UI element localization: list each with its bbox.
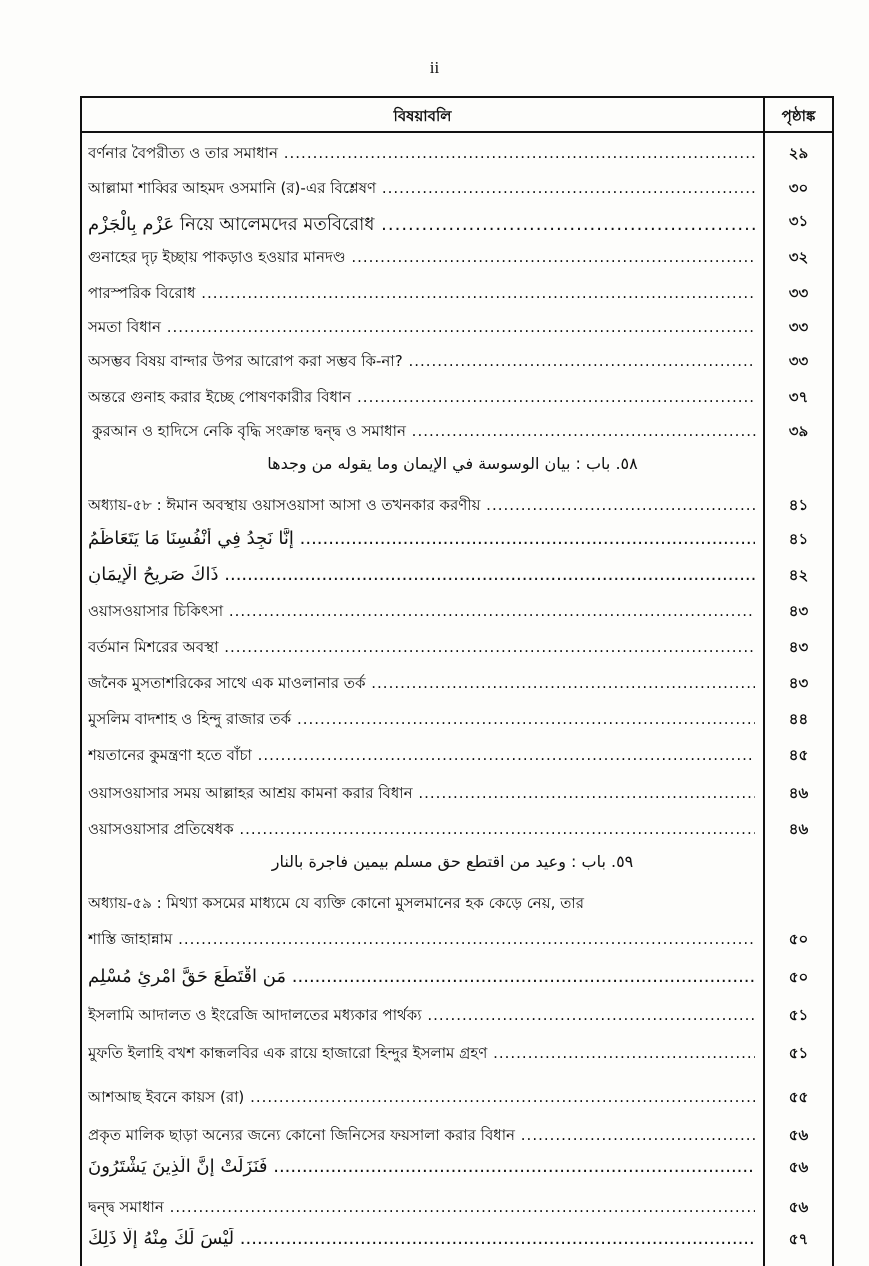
toc-entry: দ্বন্দ্ব সমাধান ..... ৫৬	[82, 1192, 832, 1226]
toc-entry: ইসলামি আদালত ও ইংরেজি আদালতের মধ্যকার পার্থক্য ..... ৫১	[82, 1000, 832, 1034]
toc-entry: গুনাহের দৃঢ় ইচ্ছায় পাকড়াও হওয়ার মানদণ্ড ..... ৩২	[82, 242, 832, 276]
toc-entry: মুসলিম বাদশাহ ও হিন্দু রাজার তর্ক ..... ৪৪	[82, 704, 832, 738]
toc-entry: ওয়াসওয়াসার সময় আল্লাহর আশ্রয় কামনা করার বিধান ..... ৪৬	[82, 778, 832, 812]
page-header: পৃষ্ঠাঙ্ক	[781, 107, 816, 125]
chapter-58-arabic-heading: ٥٨. باب : بيان الوسوسة في الإيمان وما يقوله من وجدها	[267, 454, 638, 473]
toc-entry: প্রকৃত মালিক ছাড়া অন্যের জন্যে কোনো জিনিসের ফয়সালা করার বিধান ..... ৫৬	[82, 1120, 832, 1154]
chapter-58-heading: অধ্যায়-৫৮ : ঈমান অবস্থায় ওয়াসওয়াসা আসা ও তখনকার করণীয় ..... ৪১	[82, 490, 832, 524]
toc-entry: ওয়াসওয়াসার চিকিৎসা ..... ৪৩	[82, 596, 832, 630]
table-of-contents	[80, 96, 834, 1266]
toc-entry: ওয়াসওয়াসার প্রতিষেধক ..... ৪৬	[82, 814, 832, 848]
toc-entry: জনৈক মুসতাশরিকের সাথে এক মাওলানার তর্ক ..... ৪৩	[82, 668, 832, 702]
toc-entry: إِنَّا نَجِدُ فِي أَنْفُسِنَا مَا يَتَعَاظَمُ ..... ৪১	[82, 524, 832, 558]
toc-entry: عَزْم بِالْجَزْم নিয়ে আলেমদের মতবিরোধ ..... ৩১	[82, 206, 832, 240]
toc-entry: মুফতি ইলাহি বখশ কান্ধলবির এক রায়ে হাজারো হিন্দুর ইসলাম গ্রহণ ..... ৫১	[82, 1038, 832, 1072]
toc-entry: আশআছ ইবনে কায়স (রা) ..... ৫৫	[82, 1082, 832, 1116]
chapter-59-heading-line1: অধ্যায়-৫৯ : মিথ্যা কসমের মাধ্যমে যে ব্যক্তি কোনো মুসলমানের হক কেড়ে নেয়, তার	[88, 894, 584, 912]
toc-entry: শয়তানের কুমন্ত্রণা হতে বাঁচা ..... ৪৫	[82, 740, 832, 774]
toc-entry: বর্তমান মিশরের অবস্থা ..... ৪৩	[82, 632, 832, 666]
toc-entry: অন্তরে গুনাহ করার ইচ্ছে পোষণকারীর বিধান ..... ৩৭	[82, 382, 832, 416]
toc-entry: সমতা বিধান ..... ৩৩	[82, 312, 832, 346]
toc-entry: ذَاكَ صَرِيحُ الْإِيمَانِ ..... ৪২	[82, 560, 832, 594]
toc-entry: বর্ণনার বৈপরীত্য ও তার সমাধান ..... ২৯	[82, 138, 832, 172]
toc-entry: অসম্ভব বিষয় বান্দার উপর আরোপ করা সম্ভব কি-না? ..... ৩৩	[82, 346, 832, 380]
toc-entry: আল্লামা শাব্বির আহমদ ওসমানি (র)-এর বিশ্লেষণ ..... ৩০	[82, 173, 832, 207]
toc-entry: لَيْسَ لَكَ مِنْهُ إِلَّا ذَلِكَ ..... ৫৭	[82, 1224, 832, 1258]
toc-header	[82, 98, 832, 133]
toc-entry: فَنَزَلَتْ إِنَّ الَّذِينَ يَشْتَرُونَ ..... ৫৬	[82, 1152, 832, 1186]
toc-entry: কুরআন ও হাদিসে নেকি বৃদ্ধি সংক্রান্ত দ্বন্দ্ব ও সমাধান ..... ৩৯	[82, 416, 832, 450]
toc-entry: পারস্পরিক বিরোধ ..... ৩৩	[82, 278, 832, 312]
page-folio: ii	[429, 58, 440, 77]
chapter-59-heading: শাস্তি জাহান্নাম ..... ৫০	[82, 924, 832, 958]
chapter-59-arabic-heading: ٥٩. باب : وعيد من اقتطع حق مسلم بيمين فاجرة بالنار	[271, 852, 634, 871]
subject-header: বিষয়াবলি	[393, 107, 452, 125]
toc-entry: مَنِ اقْتَطَعَ حَقَّ امْرِئٍ مُسْلِمٍ ..... ৫০	[82, 962, 832, 996]
